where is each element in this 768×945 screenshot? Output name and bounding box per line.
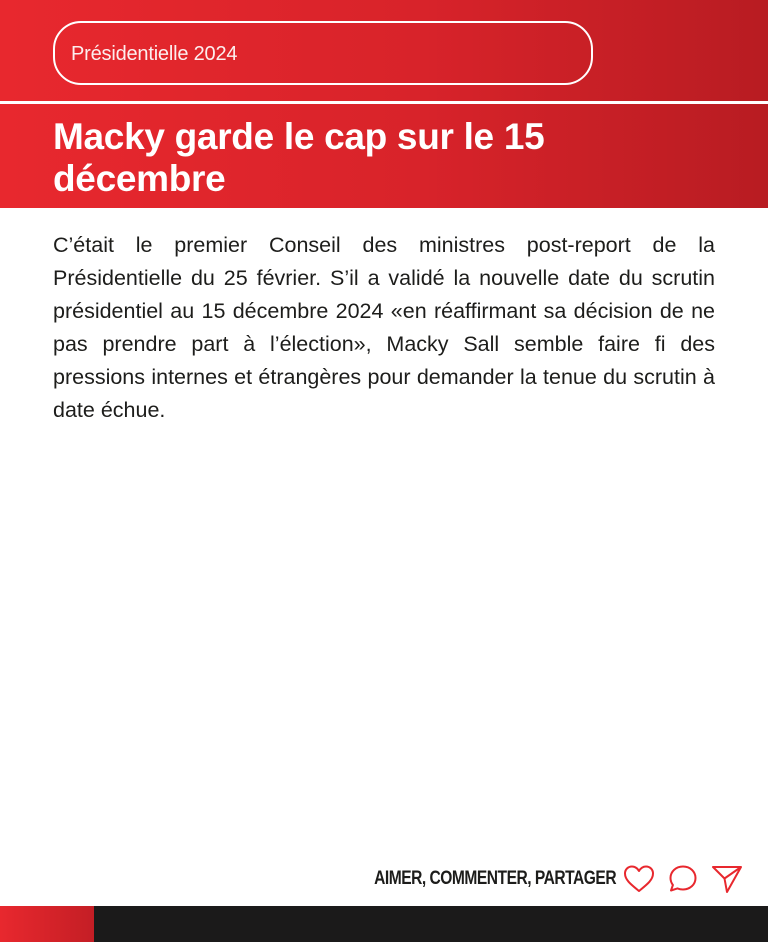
heart-icon[interactable] — [622, 862, 656, 896]
social-cta — [321, 860, 744, 898]
category-tag — [53, 21, 593, 85]
category-tag-label: Présidentielle 2024 — [71, 43, 238, 65]
header-divider — [0, 101, 768, 104]
article-title: Macky garde le cap sur le 15 décembre — [53, 116, 545, 199]
comment-icon[interactable] — [666, 862, 700, 896]
share-icon[interactable] — [710, 862, 744, 896]
header-banner — [0, 0, 768, 208]
article-body: C’était le premier Conseil des ministres post-report de la Présidentielle du 25 février. S’il a validé la nouvelle date du scrutin présidentiel au 15 décembre 2024 «en réaffirmant sa décision de ne pas prendre part à l’élection», Macky Sall semble faire fi des pressions internes et étrangères pour demander la tenue du scrutin à date échue. — [53, 233, 715, 422]
footer-bar — [0, 906, 768, 942]
footer-accent — [0, 906, 94, 942]
cta-label: AIMER, COMMENTER, PARTAGER — [374, 868, 616, 889]
